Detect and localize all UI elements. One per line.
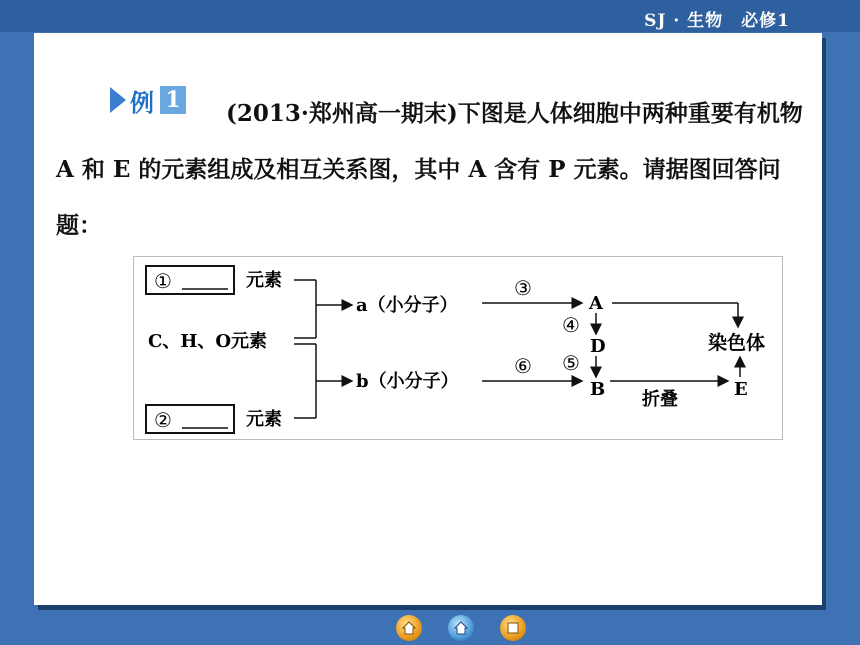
question-text: (2013·郑州高一期末)下图是人体细胞中两种重要有机物 A 和 E 的元素组成及相互关系图，其中 A 含有 P 元素。请据图回答问题： [56, 100, 803, 239]
node-E: E [734, 379, 748, 400]
next-icon [505, 620, 521, 636]
home-icon [401, 620, 417, 636]
next-button[interactable] [500, 615, 526, 641]
box2-label: ② [154, 408, 172, 432]
a-label: a（小分子） [356, 295, 458, 316]
step6-label: ⑥ [514, 354, 532, 378]
home-button[interactable] [396, 615, 422, 641]
menu-button[interactable] [448, 615, 474, 641]
menu-icon [453, 620, 469, 636]
node-A: A [589, 293, 603, 314]
chromosome-label: 染色体 [708, 332, 766, 354]
cho-label: C、H、O元素 [148, 331, 268, 352]
diagram [133, 256, 783, 440]
fold-label: 折叠 [642, 389, 678, 410]
step5-label: ⑤ [562, 351, 580, 375]
example-tag-label: 例 [130, 87, 154, 117]
top-bar [0, 0, 860, 32]
element-label-2: 元素 [246, 409, 282, 430]
course-label: SJ · 生物 必修1 [644, 11, 790, 31]
node-B: B [590, 379, 606, 400]
element-label-1: 元素 [246, 270, 282, 291]
node-D: D [590, 336, 606, 357]
b-label: b（小分子） [356, 371, 459, 392]
step4-label: ④ [562, 313, 580, 337]
step3-label: ③ [514, 276, 532, 300]
box1-label: ① [154, 269, 172, 293]
example-number: 1 [160, 86, 186, 114]
